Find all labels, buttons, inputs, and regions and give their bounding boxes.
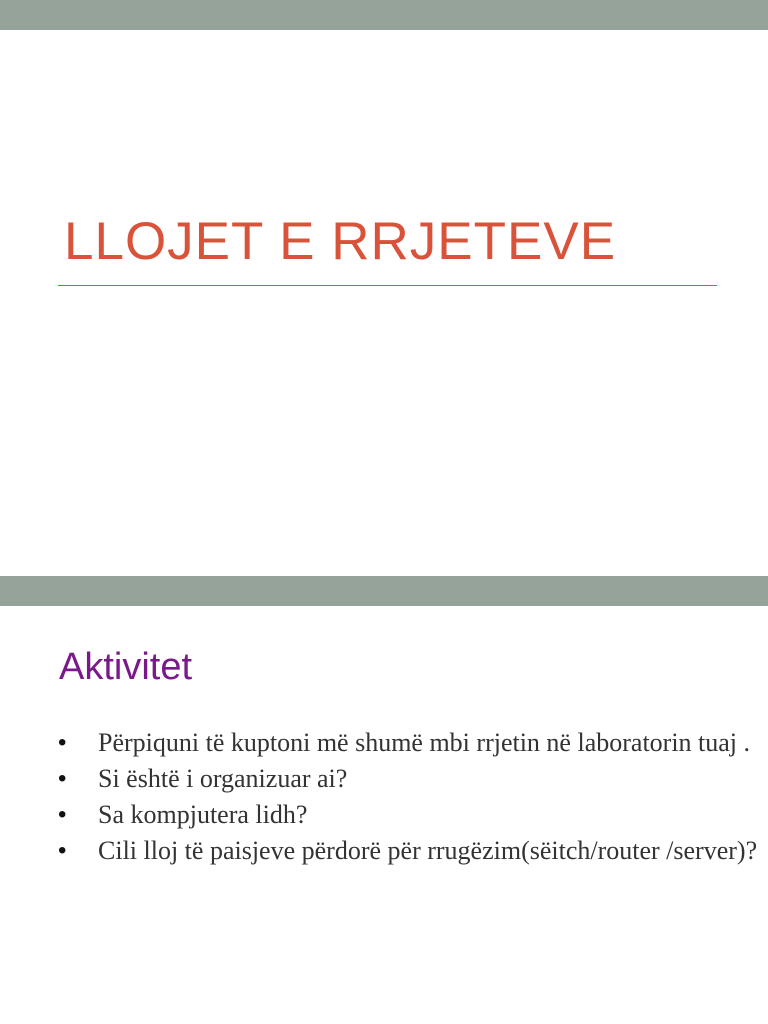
bullet-icon: • [58,729,67,756]
list-item [58,725,758,761]
top-accent-band [0,0,768,30]
bullet-icon: • [58,837,67,864]
bullet-text: Sa kompjutera lidh? [98,800,308,829]
bullet-text: Përpiquni të kuptoni më shumë mbi rrjetin në laboratorin tuaj . [98,728,751,757]
bullet-text: Cili lloj të paisjeve përdorë për rrugëzim(sëitch/router /server)? [98,836,758,865]
bullet-text: Si është i organizuar ai? [98,764,348,793]
activity-heading: Aktivitet [59,646,193,688]
list-item [58,833,758,869]
list-item [58,761,758,797]
slide-separator-band [0,576,768,606]
activity-bullet-list [58,725,758,869]
list-item [58,797,758,833]
bullet-icon: • [58,765,67,792]
bullet-icon: • [58,801,67,828]
title-underline [58,285,717,286]
slide-title: LLOJET E RRJETEVE [64,212,617,271]
